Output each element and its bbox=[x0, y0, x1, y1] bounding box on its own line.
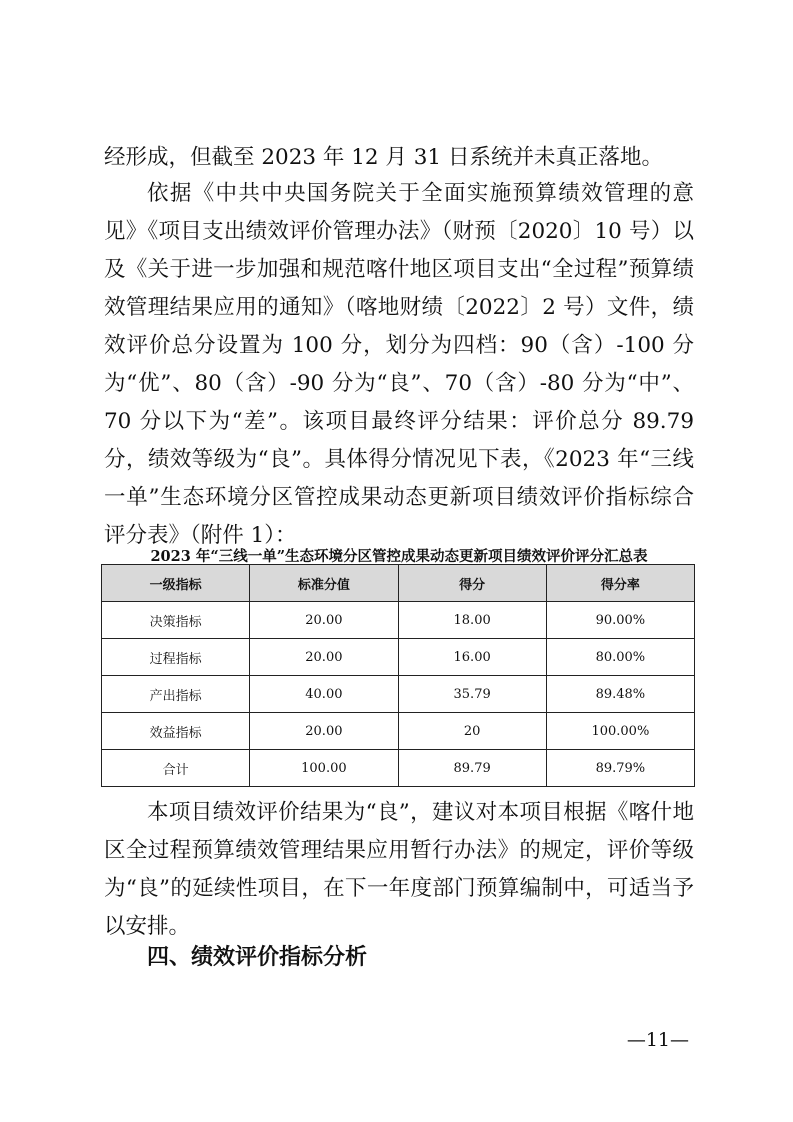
cell-indicator: 产出指标 bbox=[102, 676, 250, 713]
cell-standard-score: 20.00 bbox=[250, 639, 398, 676]
header-standard-score: 标准分值 bbox=[250, 565, 398, 602]
cell-standard-score: 20.00 bbox=[250, 713, 398, 750]
cell-indicator: 合计 bbox=[102, 750, 250, 787]
paragraph-evaluation-basis: 依据《中共中央国务院关于全面实施预算绩效管理的意见》《项目支出绩效评价管理办法》（财预〔2020〕10 号）以及《关于进一步加强和规范喀什地区项目支出“全过程”预算绩效管理结果应用的通知》（喀地财绩〔2022〕2 号）文件，绩效评价总分设置为 100 分，划分为四档：90（含）-100 分为“优”、80（含）-90 分为“良”、70（含）-80 分为“中”、70 分以下为“差”。该项目最终评分结果：评价总分 89.79 分，绩效等级为“良”。具体得分情况见下表，《2023 年“三线一单”生态环境分区管控成果动态更新项目绩效评价指标综合评分表》（附件 1）： bbox=[104, 181, 694, 548]
cell-score: 20 bbox=[398, 713, 546, 750]
table-row bbox=[102, 713, 695, 750]
header-score-rate: 得分率 bbox=[546, 565, 694, 602]
section-heading: 四、绩效评价指标分析 bbox=[147, 945, 368, 970]
cell-score-rate: 89.48% bbox=[546, 676, 694, 713]
cell-indicator: 效益指标 bbox=[102, 713, 250, 750]
cell-indicator: 决策指标 bbox=[102, 602, 250, 639]
cell-score: 35.79 bbox=[398, 676, 546, 713]
score-summary-table bbox=[101, 564, 695, 787]
paragraph-recommendation: 本项目绩效评价结果为“良”，建议对本项目根据《喀什地区全过程预算绩效管理结果应用暂行办法》的规定，评价等级为“良”的延续性项目，在下一年度部门预算编制中，可适当予以安排。 bbox=[104, 800, 694, 939]
table-header-row bbox=[102, 565, 695, 602]
table-row bbox=[102, 639, 695, 676]
cell-score: 16.00 bbox=[398, 639, 546, 676]
cell-score-rate: 80.00% bbox=[546, 639, 694, 676]
page-number: —11— bbox=[626, 1029, 689, 1051]
cell-score: 18.00 bbox=[398, 602, 546, 639]
cell-standard-score: 40.00 bbox=[250, 676, 398, 713]
cell-standard-score: 100.00 bbox=[250, 750, 398, 787]
cell-standard-score: 20.00 bbox=[250, 602, 398, 639]
table-row bbox=[102, 602, 695, 639]
cell-score: 89.79 bbox=[398, 750, 546, 787]
header-indicator: 一级指标 bbox=[102, 565, 250, 602]
cell-indicator: 过程指标 bbox=[102, 639, 250, 676]
paragraph-continuation: 经形成，但截至 2023 年 12 月 31 日系统并未真正落地。 bbox=[104, 145, 663, 170]
header-score: 得分 bbox=[398, 565, 546, 602]
cell-score-rate: 100.00% bbox=[546, 713, 694, 750]
table-total-row bbox=[102, 750, 695, 787]
table-row bbox=[102, 676, 695, 713]
table-caption: 2023 年“三线一单”生态环境分区管控成果动态更新项目绩效评价评分汇总表 bbox=[150, 548, 648, 565]
cell-score-rate: 89.79% bbox=[546, 750, 694, 787]
cell-score-rate: 90.00% bbox=[546, 602, 694, 639]
